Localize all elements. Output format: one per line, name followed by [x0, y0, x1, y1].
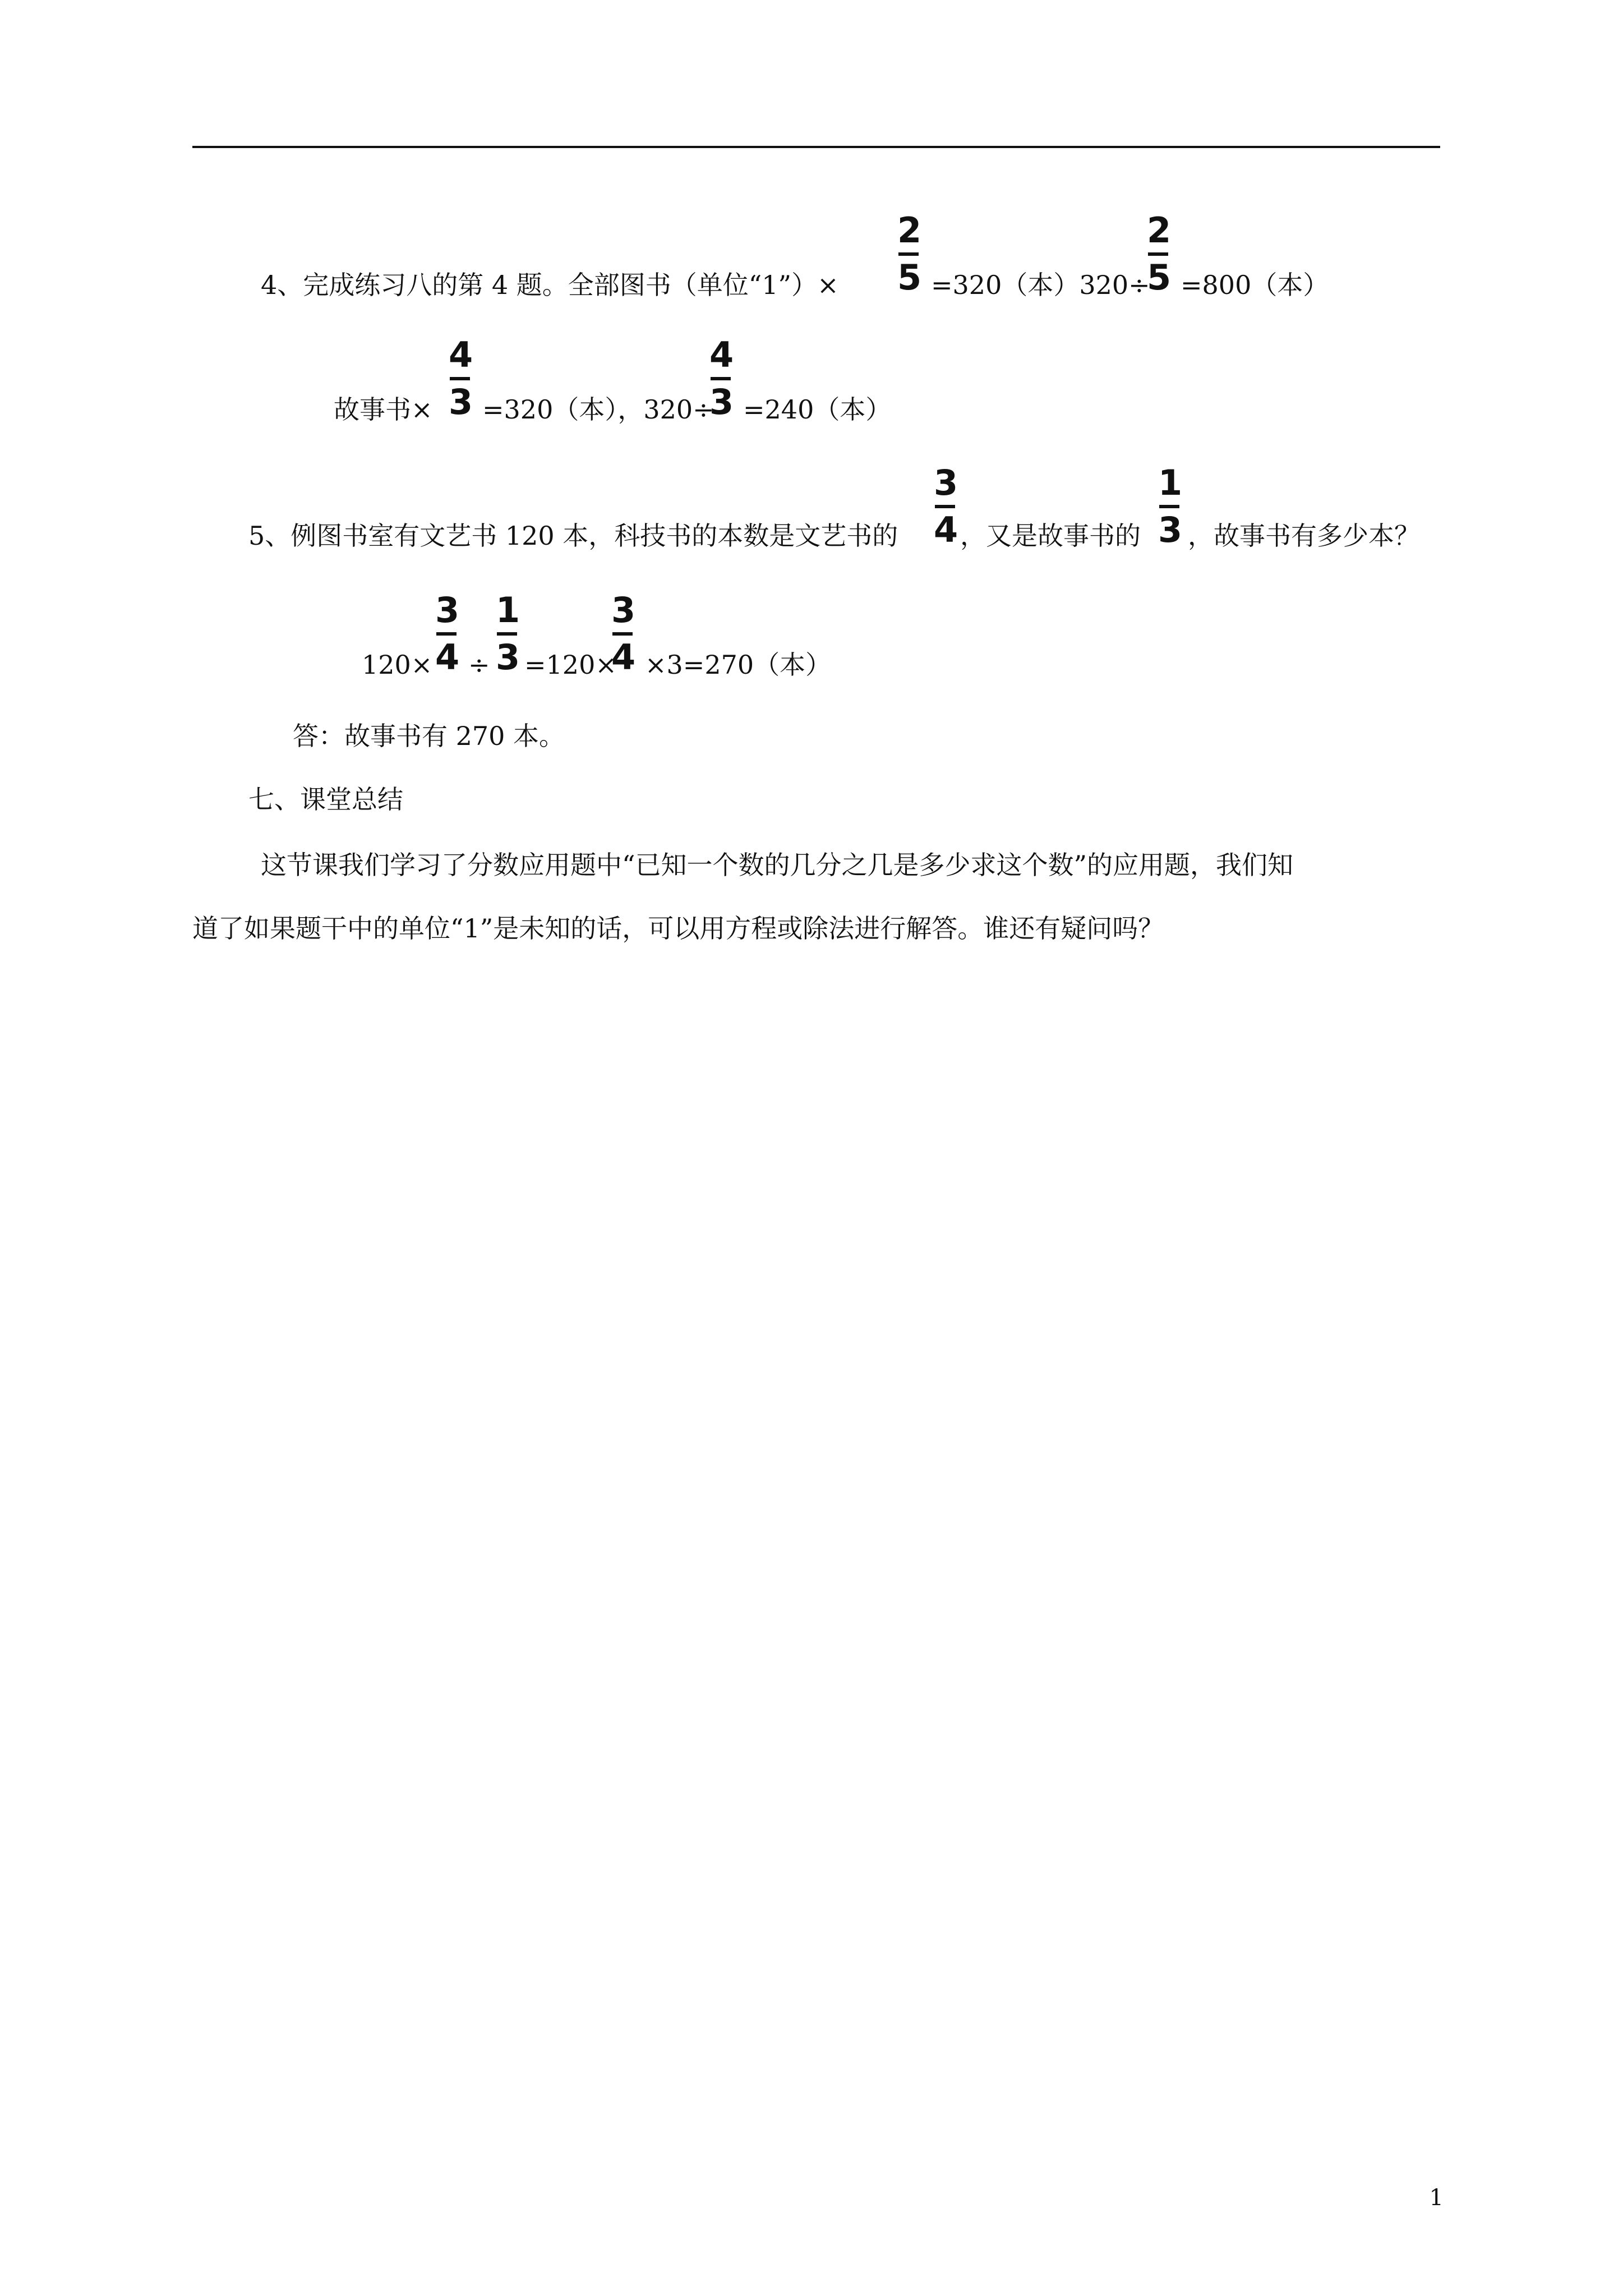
q5-calc-post: ×3=270（本） [645, 650, 832, 680]
q4-line1-post: =800（本） [1181, 270, 1329, 300]
q5-calc-pre: 120× [362, 650, 433, 680]
page-number: 1 [1429, 2185, 1444, 2211]
q5-calc-div: ÷ [468, 650, 490, 680]
header-rule [192, 146, 1440, 148]
q4-line1-pre: 4、完成练习八的第 4 题。全部图书（单位“1”）× [261, 270, 839, 300]
q5-calc-mid: =120× [524, 650, 617, 680]
fraction: 3 4 [435, 590, 460, 678]
fraction: 2 5 [1147, 210, 1172, 298]
summary-line-1: 这节课我们学习了分数应用题中“已知一个数的几分之几是多少求这个数”的应用题，我们知 [261, 850, 1294, 880]
q5-line1-mid: ，又是故事书的 [960, 521, 1141, 551]
fraction: 2 5 [897, 210, 922, 298]
fraction: 4 3 [449, 334, 473, 422]
q4-line2-mid: =320（本），320÷ [482, 394, 714, 425]
q5-line1-pre: 5、例图书室有文艺书 120 本，科技书的本数是文艺书的 [248, 521, 898, 551]
q5-line1-post: ，故事书有多少本？ [1188, 521, 1420, 551]
fraction: 3 4 [934, 462, 958, 550]
q4-line2-post: =240（本） [743, 394, 892, 425]
fraction: 4 3 [709, 334, 734, 422]
section-title: 七、课堂总结 [248, 784, 403, 815]
fraction: 3 4 [611, 590, 636, 678]
q5-answer: 答：故事书有 270 本。 [293, 721, 565, 751]
fraction: 1 3 [496, 590, 520, 678]
summary-line-2: 道了如果题干中的单位“1”是未知的话，可以用方程或除法进行解答。谁还有疑问吗？ [192, 913, 1164, 944]
q4-line2-pre: 故事书× [334, 394, 433, 425]
q4-line1-mid: =320（本）320÷ [931, 270, 1150, 300]
fraction: 1 3 [1158, 462, 1183, 550]
